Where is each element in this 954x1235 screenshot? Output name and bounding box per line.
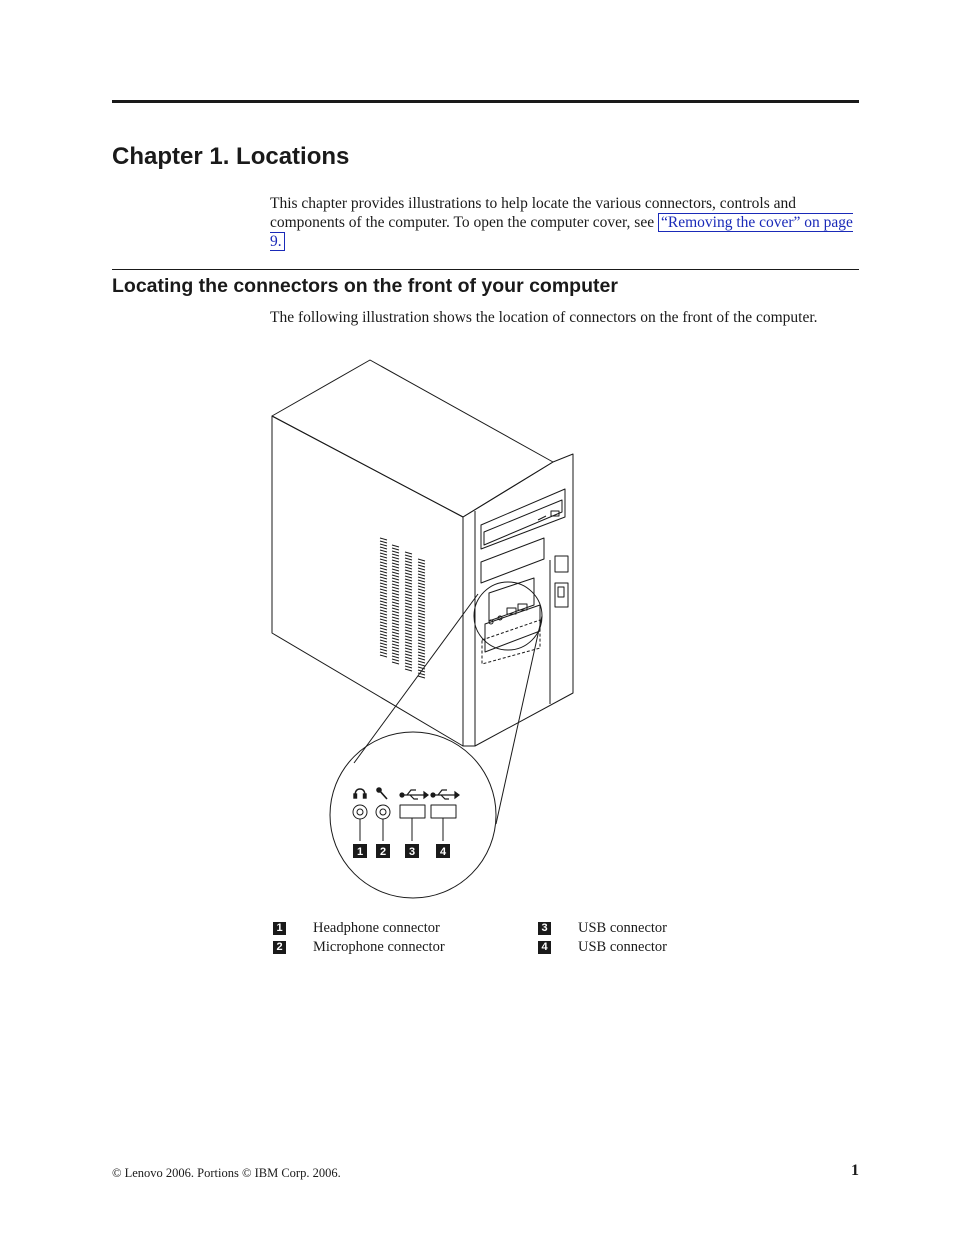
legend-label: Headphone connector bbox=[313, 920, 440, 936]
top-rule bbox=[112, 100, 859, 103]
legend-callout-4: 4 bbox=[538, 941, 551, 954]
usb-icon bbox=[431, 790, 459, 799]
legend-label: USB connector bbox=[578, 939, 667, 955]
svg-text:2: 2 bbox=[379, 846, 387, 858]
legend-callout-3: 3 bbox=[538, 922, 551, 935]
page-number: 1 bbox=[851, 1162, 859, 1179]
legend-item bbox=[538, 919, 798, 938]
legend-item bbox=[273, 938, 533, 957]
svg-text:1: 1 bbox=[356, 846, 364, 858]
legend-callout-2: 2 bbox=[273, 941, 286, 954]
removing-cover-link[interactable]: “Removing the cover” on page 9. bbox=[270, 214, 853, 250]
callout-3 bbox=[405, 844, 419, 858]
legend-left bbox=[273, 919, 533, 957]
section-paragraph: The following illustration shows the location of connectors on the front of the computer. bbox=[270, 309, 818, 326]
legend-label: Microphone connector bbox=[313, 939, 445, 955]
microphone-icon bbox=[377, 788, 387, 799]
callout-1 bbox=[353, 844, 367, 858]
svg-text:3: 3 bbox=[408, 846, 416, 858]
svg-text:4: 4 bbox=[439, 846, 447, 858]
side-vents bbox=[380, 538, 425, 678]
callout-2 bbox=[376, 844, 390, 858]
footer-copyright: © Lenovo 2006. Portions © IBM Corp. 2006. bbox=[112, 1166, 341, 1180]
legend-callout-1: 1 bbox=[273, 922, 286, 935]
chapter-title: Chapter 1. Locations bbox=[112, 143, 350, 170]
usb-icon bbox=[400, 790, 428, 799]
legend-label: USB connector bbox=[578, 920, 667, 936]
legend-item bbox=[538, 938, 798, 957]
headphone-icon bbox=[354, 789, 366, 798]
legend-right bbox=[538, 919, 798, 957]
legend-item bbox=[273, 919, 533, 938]
section-title: Locating the connectors on the front of your computer bbox=[112, 275, 618, 297]
intro-paragraph bbox=[270, 194, 860, 251]
intro-text: This chapter provides illustrations to help locate the various connectors, controls and components of the computer. To open the computer cover, see bbox=[270, 195, 797, 231]
section-rule bbox=[112, 269, 859, 270]
computer-front-illustration bbox=[260, 355, 590, 905]
callout-4 bbox=[436, 844, 450, 858]
